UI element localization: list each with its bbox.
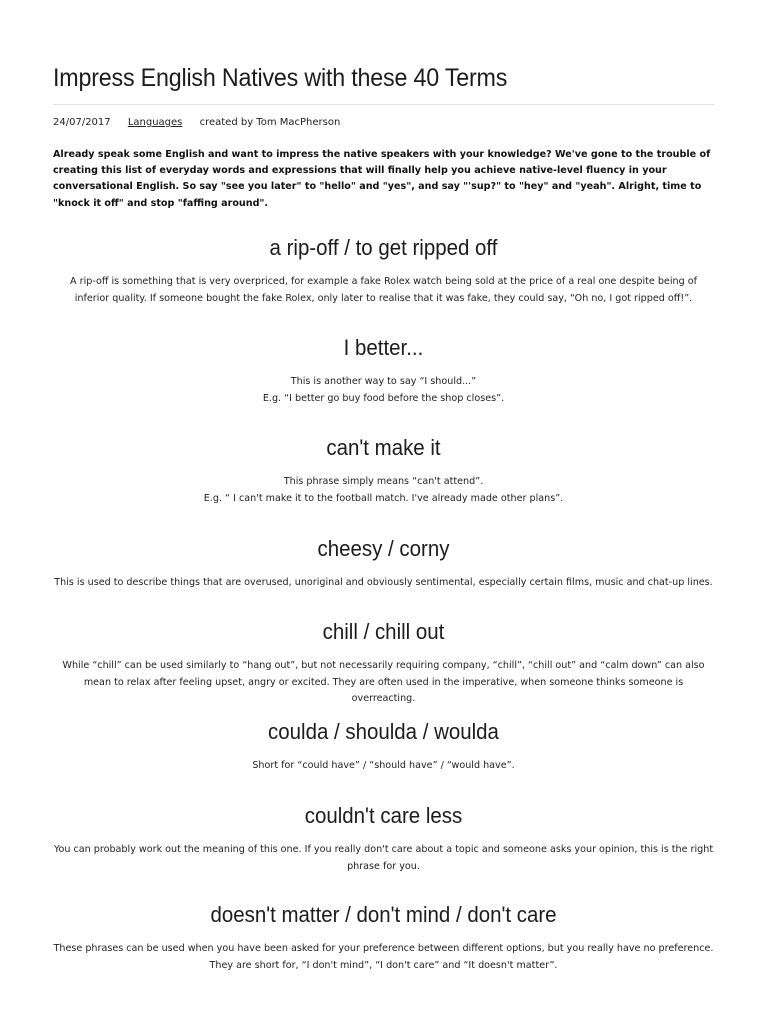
term-text: You can probably work out the meaning of this one. If you really don't care about a topic and someone asks your opinion, this is the right phrase for you. (53, 844, 714, 872)
term-text: These phrases can be used when you have been asked for your preference between different options, but you really have no preference. They are short for, “I don't mind”, “I don't care” and “It doesn't matter”. (53, 943, 714, 971)
term-heading: cheesy / corny (317, 536, 450, 561)
term-section (53, 334, 714, 407)
term-section (53, 718, 714, 775)
term-section (53, 434, 714, 507)
term-body (53, 929, 714, 974)
title-divider (53, 104, 714, 105)
term-text: Short for “could have” / “should have” / “would have”. (252, 760, 515, 771)
term-body (53, 563, 714, 592)
term-section (53, 618, 714, 708)
term-heading: doesn't matter / don't mind / don't care (210, 902, 557, 927)
term-body (53, 362, 714, 407)
term-heading: I better... (343, 335, 424, 360)
article-author: created by Tom MacPherson (199, 117, 341, 128)
term-text: E.g. “I better go buy food before the shop closes”. (262, 392, 505, 404)
term-text: This phrase simply means “can't attend”. (283, 476, 484, 487)
article-meta (53, 116, 340, 130)
term-section (53, 901, 714, 974)
term-text: A rip-off is something that is very overpriced, for example a fake Rolex watch being sold at the price of a real one despite being of inferior quality. If someone bought the fake Rolex, only later to realise that it was fake, they could say, “Oh no, I got ripped off!”. (70, 276, 697, 304)
term-body (53, 646, 714, 708)
term-body (53, 746, 714, 775)
term-section (53, 535, 714, 592)
term-section (53, 234, 714, 307)
term-heading: a rip-off / to get ripped off (269, 235, 498, 260)
term-body (53, 262, 714, 307)
term-text: While “chill” can be used similarly to “hang out”, but not necessarily requiring company, “chill”, “chill out” and “calm down” can also mean to relax after feeling upset, angry or excited. They are often used in the imperative, when someone thinks someone is overreacting. (62, 660, 705, 705)
article-title: Impress English Natives with these 40 Terms (53, 64, 508, 92)
article-date: 24/07/2017 (53, 117, 111, 128)
category-link[interactable]: Languages (127, 117, 183, 128)
term-section (53, 802, 714, 875)
term-heading: can't make it (326, 435, 441, 460)
term-body (53, 830, 714, 875)
term-text: This is another way to say “I should...” (290, 376, 477, 387)
term-heading: coulda / shoulda / woulda (268, 719, 499, 744)
term-text: E.g. “ I can't make it to the football match. I've already made other plans”. (203, 492, 564, 504)
term-heading: couldn't care less (304, 803, 463, 828)
term-heading: chill / chill out (322, 619, 445, 644)
article-intro: Already speak some English and want to impress the native speakers with your knowledge? We've gone to the trouble of creating this list of everyday words and expressions that will finally help you achieve native-level fluency in your conversational English. So say "see you later" to "hello" and "yes", and say "'sup?" to "hey" and "yeah". Alright, time to "knock it off" and stop "faffing around". (53, 149, 711, 209)
term-body (53, 462, 714, 507)
term-text: This is used to describe things that are overused, unoriginal and obviously sentimental, especially certain films, music and chat-up lines. (54, 577, 713, 588)
